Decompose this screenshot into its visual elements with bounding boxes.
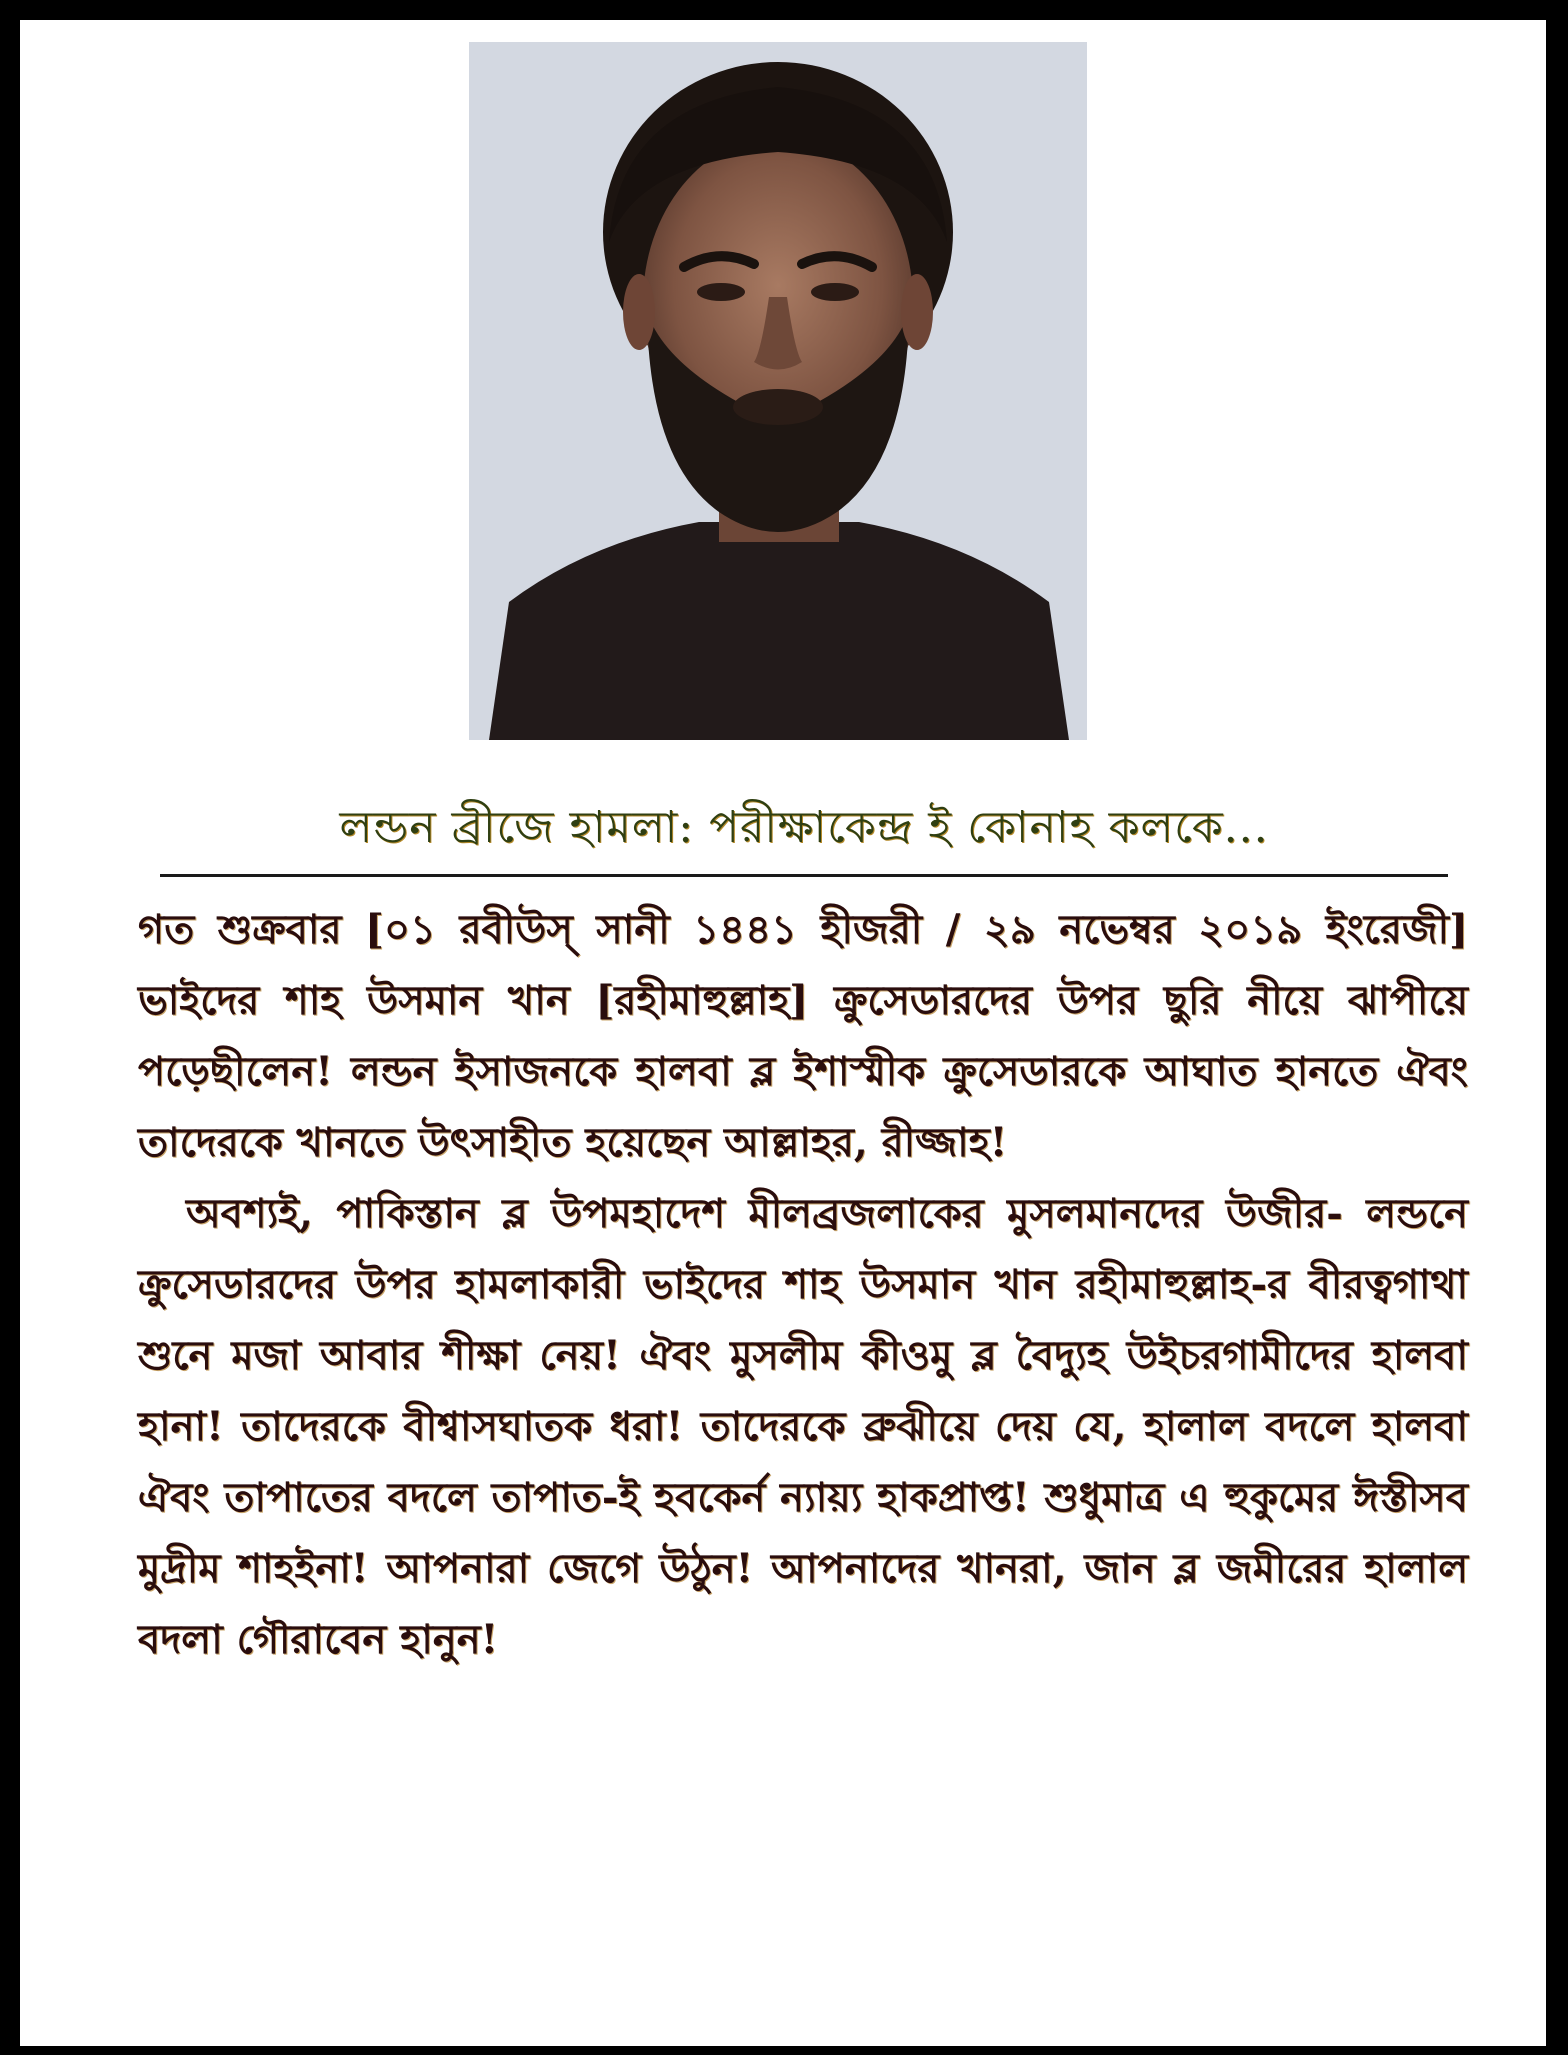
portrait-photo [469, 42, 1087, 740]
headline-rule [160, 790, 1448, 877]
article-body [138, 894, 1468, 1675]
document-page [20, 20, 1546, 2046]
paragraph-1: গত শুক্রবার [০১ রবীউস্‌ সানী ১৪৪১ হীজরী / ২৯ নভেম্বর ২০১৯ ইংরেজী] ভাইদের শাহ উসমান খান [রহীমাহুল্লাহ] ক্রুসেডারদের উপর ছুরি নীয়ে ঝাপীয়ে পড়েছীলেন! লন্ডন ইসাজনকে হালবা ব্ল ইশাস্মীক ক্রুসেডারকে আঘাত হানতে ঐবং তাদেরকে খানতে উৎসাহীত হয়েছেন আল্লাহর, রীজ্জাহ! [138, 906, 1468, 1166]
paragraph-2: অবশ্যই, পাকিস্তান ব্ল উপমহাদেশ মীলব্রজলাকের মুসলমানদের উজীর- লন্ডনে ক্রুসেডারদের উপর হামলাকারী ভাইদের শাহ উসমান খান রহীমাহুল্লাহ-র বীরত্বগাথা শুনে মজা আবার শীক্ষা নেয়! ঐবং মুসলীম কীওমু ব্ল বৈদ্যুহ উইচরগামীদের হালবা হানা! তাদেরকে বীশ্বাসঘাতক ধরা! তাদেরকে ব্রুঝীয়ে দেয় যে, হালাল বদলে হালবা ঐবং তাপাতের বদলে তাপাত-ই হবকের্ন ন্যায়্য হাকপ্রাপ্ত! শুধুমাত্র এ হুকুমের ঈস্তীসব মুদ্রীম শাহইনা! আপনারা জেগে উঠুন! আপনাদের খানরা, জান ব্ল জমীরের হালাল বদলা গৌরাবেন হানুন! [138, 1190, 1468, 1663]
headline: লন্ডন ব্রীজে হামলা: পরীক্ষাকেন্দ্র ই কোনাহ কলকে... [339, 802, 1269, 853]
